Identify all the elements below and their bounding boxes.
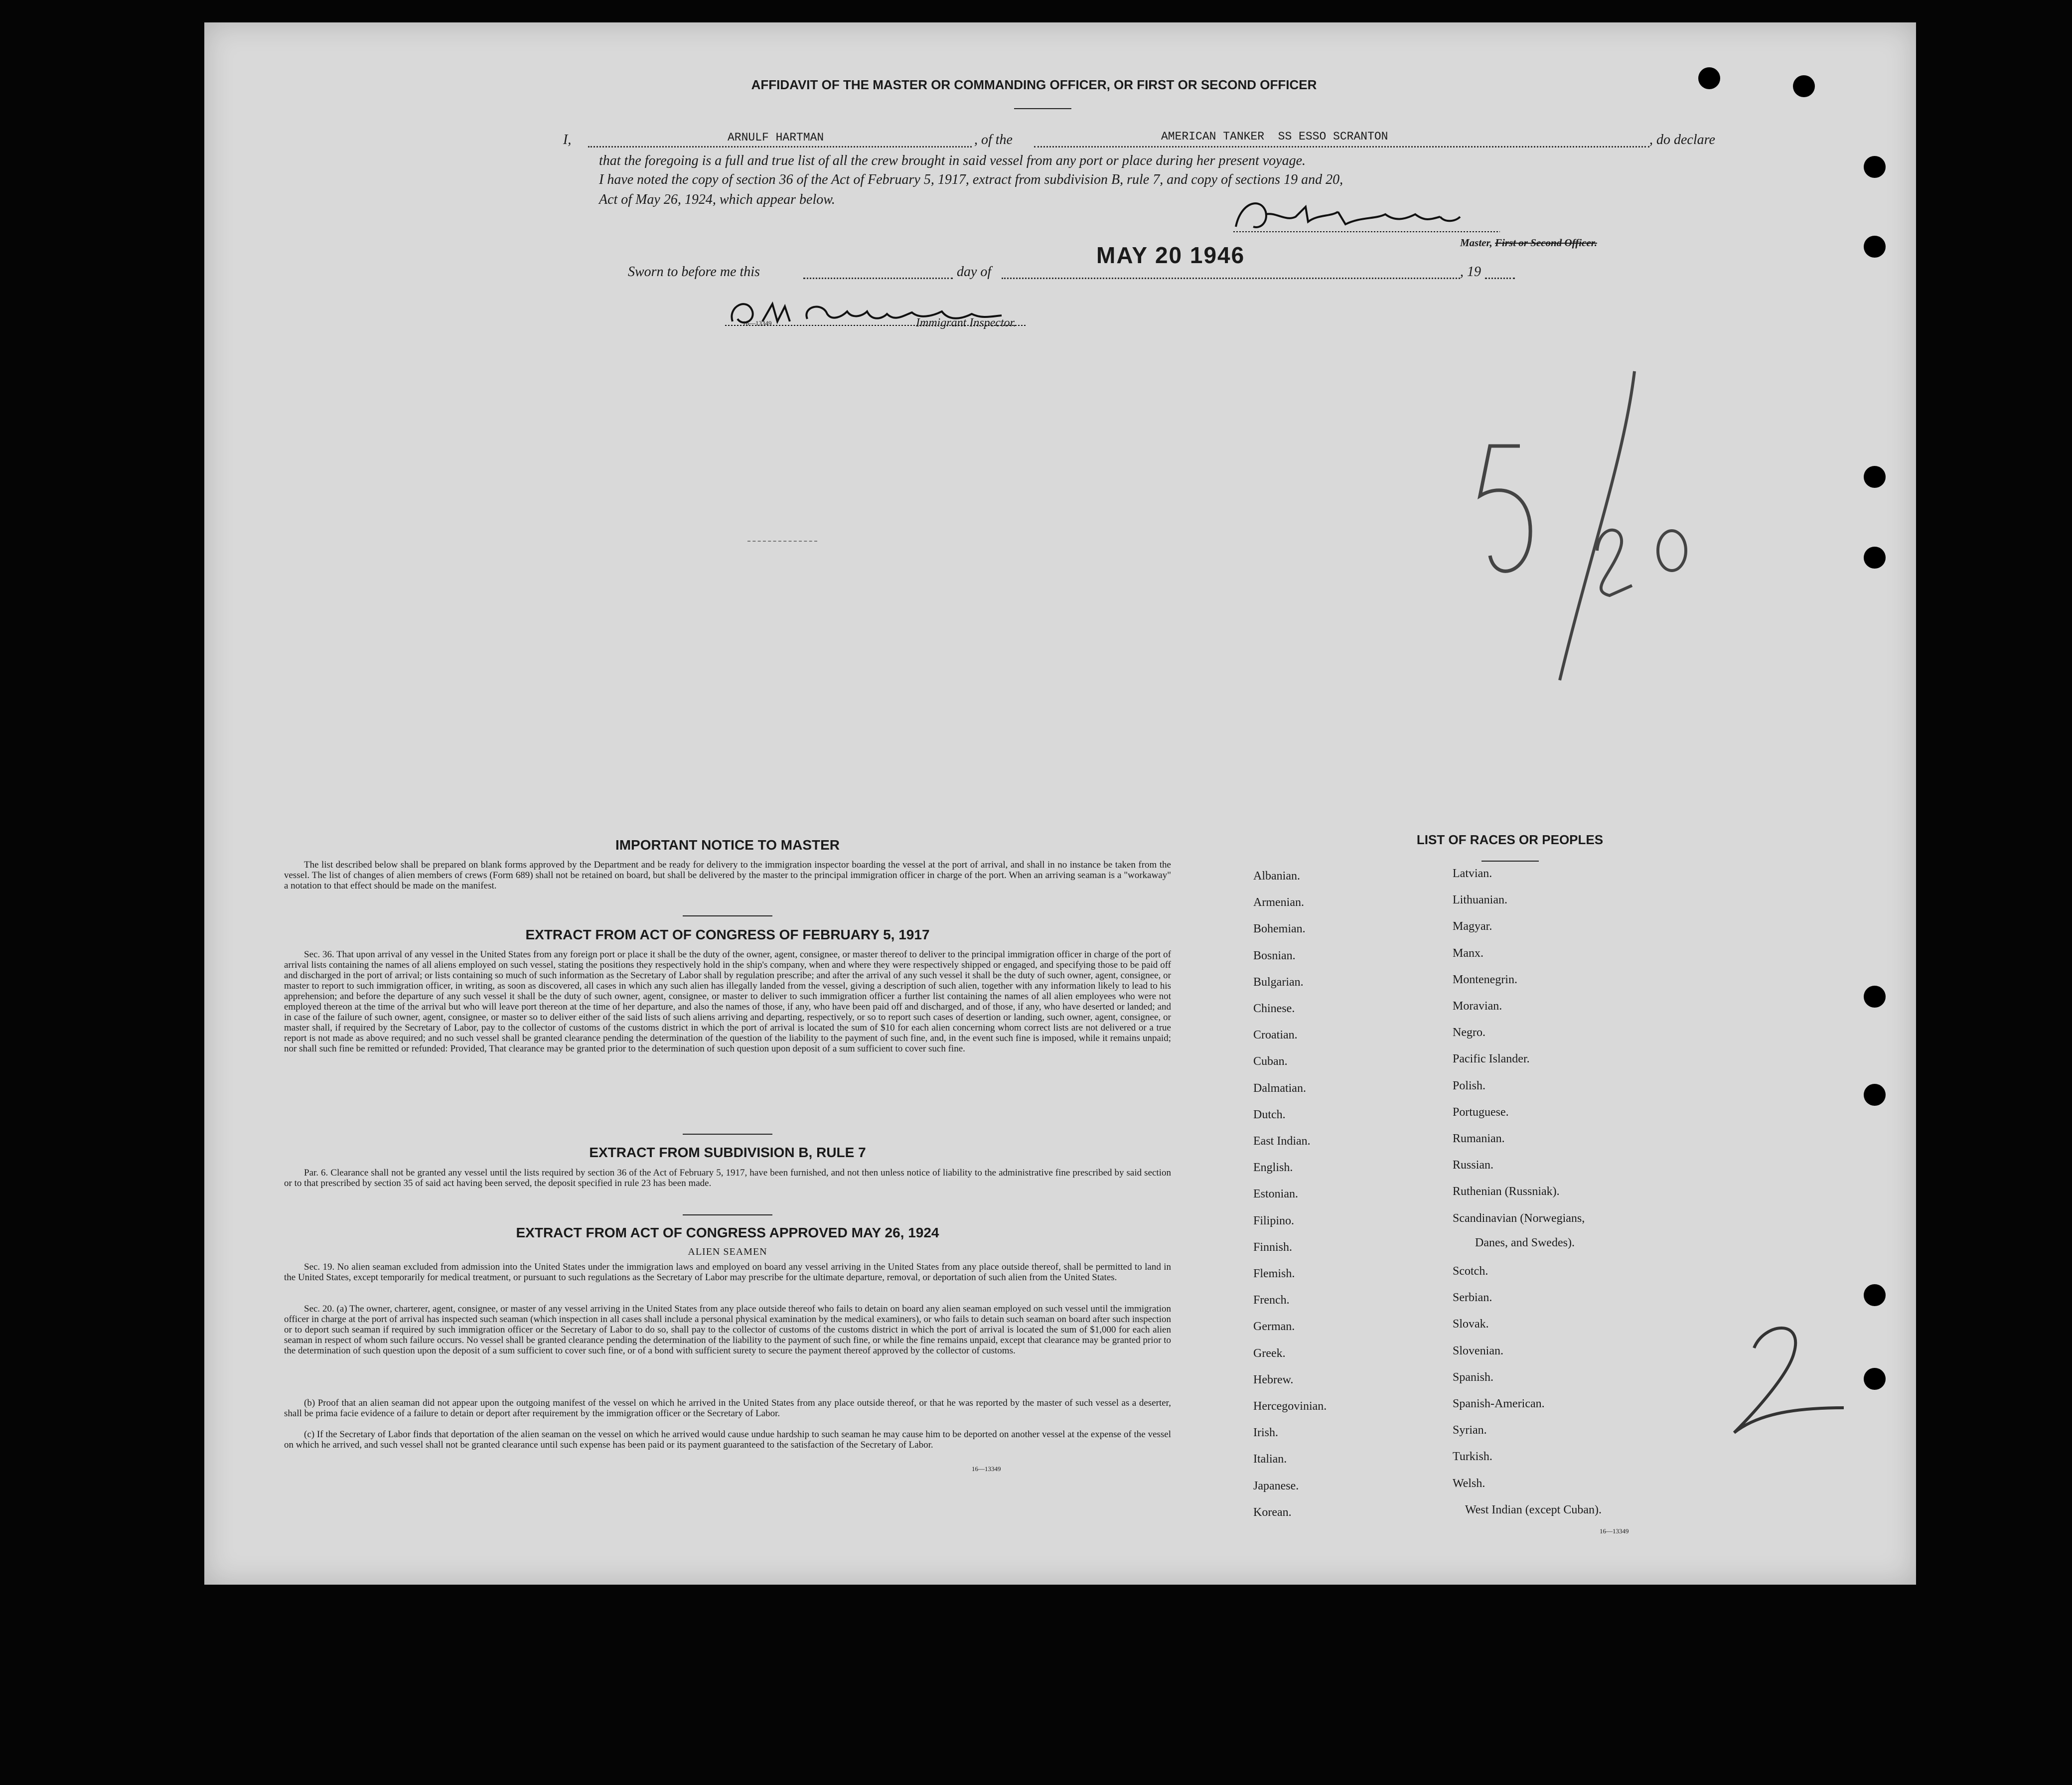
sworn-year-line — [1485, 278, 1515, 279]
punch-hole — [1864, 236, 1886, 258]
race-item: Japanese. — [1253, 1479, 1299, 1492]
title-divider — [1014, 108, 1071, 109]
race-item: Albanian. — [1253, 870, 1300, 883]
race-item: Serbian. — [1453, 1291, 1492, 1305]
punch-hole — [1864, 466, 1886, 488]
race-item: Flemish. — [1253, 1267, 1295, 1280]
punch-hole — [1864, 156, 1886, 178]
master-caption-struck: First or Second Officer. — [1495, 237, 1597, 249]
do-declare-label: , do declare — [1649, 132, 1715, 148]
races-title: LIST OF RACES OR PEOPLES — [1416, 832, 1604, 847]
punch-hole — [1793, 75, 1815, 97]
race-item: East Indian. — [1253, 1135, 1311, 1148]
race-item: Slovenian. — [1453, 1344, 1503, 1357]
form-number-left: 16—13349 — [972, 1465, 1001, 1473]
punch-hole — [1864, 1084, 1886, 1106]
affidavit-line-2: that the foregoing is a full and true list of all the crew brought in said vessel from any port or place during her present voyage. — [599, 153, 1306, 168]
extract-1917-text: Sec. 36. That upon arrival of any vessel in the United States from any foreign port or place it shall be the duty of the owner, agent, consignee, or master thereof to deliver to the principal immigration officer in charge of the port of arrival lists containing the names of all aliens employed on such vessel, stating the positions they respectively hold in the ship's company, when and where they were respectively shipped or engaged, and specifying those to be paid off and discharged in the port of arrival; or lists containing so much of such information as the Secretary of Labor shall by regulation prescribe; and after the arrival of any such vessel it shall be the duty of such owner, agent, consignee, or master to report to such immigration officer, in writing, as soon as discovered, all cases in which any such alien has illegally landed from the vessel, giving a description of such alien, together with any information likely to lead to his apprehension; and before the departure of any such vessel it shall be the duty of such owner, agent, consignee, or master to deliver to such immigration officer a further list containing the names of all alien employees who were not employed thereon at the time of the arrival but who will leave port thereon at the time of her departure, and also the names of those, if any, who have been paid off and discharged, and of those, if any, who have deserted or landed; and in case of the failure of such owner, agent, consignee, or master so to deliver either of the said lists of such aliens arriving and departing, respectively, or so to report such cases of desertion or landing, such owner, agent, consignee, or master shall, if required by the Secretary of Labor, pay to the collector of customs of the customs district in which the port of arrival is located the sum of $10 for each alien concerning whom correct lists are not delivered or a true report is not made as above required; and no such vessel shall be granted clearance pending the determination of the question of the liability to the payment of such fine, and, in the event such fine is imposed, while it remains unpaid; nor shall such fine be remitted or refunded: Provided, That clearance may be granted prior to the determination of such question upon deposit of a sum sufficient to cover such fine. — [284, 949, 1171, 1054]
affidavit-title: AFFIDAVIT OF THE MASTER OR COMMANDING OFFICER, OR FIRST OR SECOND OFFICER — [751, 77, 1317, 92]
punch-hole — [1864, 1368, 1886, 1390]
race-item: Latvian. — [1453, 867, 1492, 880]
races-divider — [1481, 861, 1539, 862]
race-item: Montenegrin. — [1453, 973, 1517, 986]
punch-hole — [1698, 67, 1720, 89]
sworn-year: , 19 — [1460, 264, 1481, 280]
race-item: Scandinavian (Norwegians, — [1453, 1211, 1585, 1225]
race-item: Negro. — [1453, 1026, 1485, 1040]
race-item: Lithuanian. — [1453, 893, 1507, 907]
race-item: Chinese. — [1253, 1002, 1295, 1015]
alien-seamen-subtitle: ALIEN SEAMEN — [688, 1246, 767, 1257]
race-item: Turkish. — [1453, 1450, 1492, 1464]
race-item: Hercegovinian. — [1253, 1400, 1327, 1413]
race-scandinavian-continued: Danes, and Swedes). — [1475, 1236, 1575, 1249]
race-item: Spanish-American. — [1453, 1397, 1545, 1410]
race-item: Irish. — [1253, 1426, 1278, 1440]
race-item: Dutch. — [1253, 1108, 1286, 1121]
master-signature — [1231, 192, 1510, 237]
name-line — [588, 146, 972, 148]
handwritten-date-mark — [1460, 331, 1739, 690]
affidavit-line-4: Act of May 26, 1924, which appear below. — [599, 192, 835, 207]
race-item: Hebrew. — [1253, 1373, 1294, 1386]
race-item: Rumanian. — [1453, 1132, 1505, 1145]
notice-title: IMPORTANT NOTICE TO MASTER — [615, 837, 840, 853]
form-number-right: 16—13349 — [1600, 1527, 1629, 1535]
punch-hole — [1864, 547, 1886, 569]
race-item: Syrian. — [1453, 1424, 1487, 1437]
race-item: Cuban. — [1253, 1055, 1288, 1068]
race-item: Croatian. — [1253, 1029, 1298, 1042]
race-item: Pacific Islander. — [1453, 1052, 1530, 1066]
race-item: Slovak. — [1453, 1318, 1489, 1331]
extract-1924-title: EXTRACT FROM ACT OF CONGRESS APPROVED MAY 26, 1924 — [516, 1225, 939, 1240]
race-item: Greek. — [1253, 1346, 1286, 1360]
race-item: Polish. — [1453, 1079, 1486, 1092]
section-19-text: Sec. 19. No alien seaman excluded from admission into the United States under the immigration laws and employed on board any vessel arriving in the United States from any place outside thereof, shall be permitted to land in the United States, except temporarily for medical treatment, or pursuant to such regulations as the Secretary of Labor may prescribe for the ultimate departure, removal, or deportation of such alien from the United States. — [284, 1262, 1171, 1283]
vessel-line — [1034, 146, 1649, 148]
race-item: Finnish. — [1253, 1240, 1293, 1254]
race-item: Bulgarian. — [1253, 975, 1304, 989]
sworn-day-line — [803, 278, 953, 279]
race-item: Estonian. — [1253, 1188, 1298, 1201]
section-20c-text: (c) If the Secretary of Labor finds that deportation of the alien seaman on the vessel on which he arrived would cause undue hardship to such seaman he may cause him to be deported on another vessel at the expense of the vessel on which he arrived, and such vessel shall not be granted clearance until such expense has been paid or its payment guaranteed to the satisfaction of the Secretary of Labor. — [284, 1429, 1171, 1450]
notice-text: The list described below shall be prepared on blank forms approved by the Department and be ready for delivery to the immigration inspector boarding the vessel at the port of arrival, and shall in no instance be taken from the vessel. The list of changes of alien members of crews (Form 689) shall not be retained on board, but shall be delivered by the master to the principal immigration officer in charge of the port. When an arriving seaman is a "workaway" a notation to that effect should be made on the manifest. — [284, 860, 1171, 891]
notice-divider — [683, 915, 772, 916]
race-item: Armenian. — [1253, 896, 1304, 909]
subdivision-b-text: Par. 6. Clearance shall not be granted any vessel until the lists required by section 36 of the Act of February 5, 1917, have been furnished, and not then unless notice of liability to the administrative fine prescribed by said section or to that prescribed by section 35 of said act having been served, the deposit specified in rule 23 has been made. — [284, 1168, 1171, 1189]
race-item: Bohemian. — [1253, 922, 1306, 936]
race-item: Ruthenian (Russniak). — [1453, 1185, 1560, 1198]
document-sheet — [204, 22, 1916, 1585]
race-item: Scotch. — [1453, 1265, 1488, 1278]
section-20a-text: Sec. 20. (a) The owner, charterer, agent, consignee, or master of any vessel arriving in the United States from any place outside thereof who fails to detain on board any alien seaman employed on such vessel until the immigration officer in charge at the port of arrival has inspected such seaman (which inspection in all cases shall include a personal physical examination by the medical examiners), or who fails to detain such seaman on board after such inspection or to deport such seaman if required by such immigration officer or the Secretary of Labor to do so, shall pay to the collector of customs of the customs district in which the port of arrival is located the sum of $1,000 for each alien seaman in respect of whom such failure occurs. No vessel shall be granted clearance pending the determination of the liability to the payment of such fine, or while the fine remains unpaid, except that clearance may be granted prior to the determination of such question upon the deposit of a sum sufficient to cover such fine, or of a bond with sufficient surety to secure the payment thereof approved by the collector of customs. — [284, 1304, 1171, 1356]
date-stamp: MAY 20 1946 — [1096, 242, 1245, 268]
of-the-label: , of the — [974, 132, 1013, 148]
vessel-name: AMERICAN TANKER SS ESSO SCRANTON — [1161, 130, 1388, 143]
subdivision-b-title: EXTRACT FROM SUBDIVISION B, RULE 7 — [589, 1145, 866, 1160]
extract-1917-divider — [683, 1134, 772, 1135]
master-caption-master: Master, — [1460, 237, 1492, 249]
section-20b-text: (b) Proof that an alien seaman did not appear upon the outgoing manifest of the vessel on which he arrived in the United States from any place outside thereof, or that he was reported by the master of such vessel as a deserter, shall be prima facie evidence of a failure to detain or deport after requirement by the immigration officer or the Secretary of Labor. — [284, 1398, 1171, 1419]
subdivision-b-divider — [683, 1214, 772, 1215]
race-item: Bosnian. — [1253, 949, 1296, 962]
race-item: Italian. — [1253, 1453, 1287, 1466]
race-item: Spanish. — [1453, 1370, 1494, 1384]
form-number-top: 16—13349 — [742, 319, 772, 327]
race-item: Dalmatian. — [1253, 1081, 1306, 1095]
race-item: Moravian. — [1453, 1000, 1502, 1013]
sworn-month-line — [1002, 278, 1460, 279]
stray-mark — [747, 541, 817, 542]
i-label: I, — [563, 132, 572, 148]
race-item: Magyar. — [1453, 920, 1492, 933]
race-item: Manx. — [1453, 946, 1483, 960]
race-item: Welsh. — [1453, 1477, 1485, 1490]
punch-hole — [1864, 1284, 1886, 1306]
race-item: German. — [1253, 1320, 1295, 1334]
race-item: Russian. — [1453, 1159, 1494, 1172]
sworn-day-of: day of — [957, 264, 992, 280]
affidavit-line-3: I have noted the copy of section 36 of the Act of February 5, 1917, extract from subdivision B, rule 7, and copy of sections 19 and 20, — [599, 172, 1343, 187]
race-item: West Indian (except Cuban). — [1465, 1503, 1602, 1516]
inspector-caption: Immigrant Inspector. — [916, 316, 1017, 329]
race-item: Korean. — [1253, 1505, 1292, 1519]
race-item: French. — [1253, 1294, 1290, 1307]
master-caption — [1460, 237, 1597, 249]
master-name: ARNULF HARTMAN — [728, 131, 824, 144]
race-item: Portuguese. — [1453, 1105, 1509, 1119]
handwritten-page-number — [1719, 1318, 1849, 1448]
race-item: Filipino. — [1253, 1214, 1295, 1227]
punch-hole — [1864, 986, 1886, 1008]
sworn-label: Sworn to before me this — [628, 264, 760, 280]
race-item: English. — [1253, 1161, 1293, 1175]
extract-1917-title: EXTRACT FROM ACT OF CONGRESS OF FEBRUARY 5, 1917 — [525, 927, 930, 942]
